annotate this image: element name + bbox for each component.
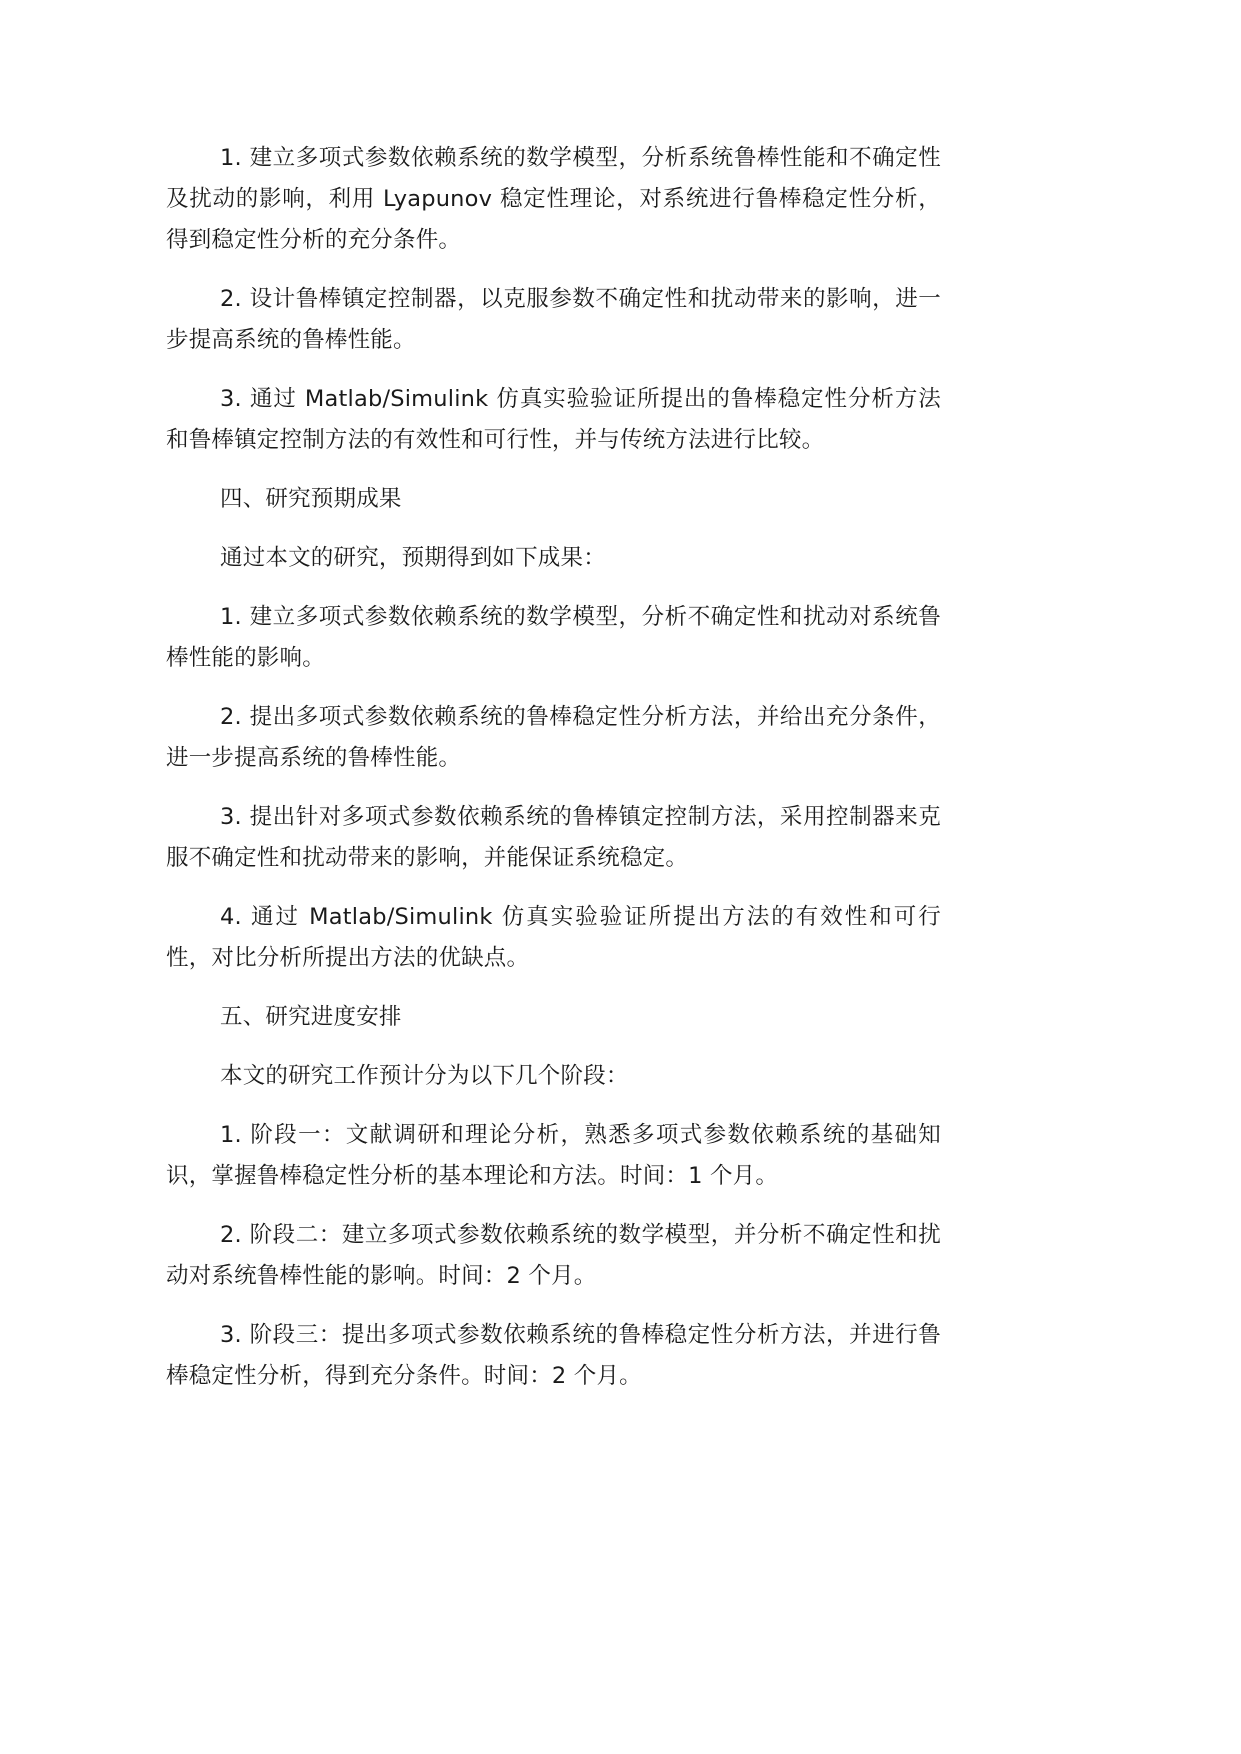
- expected-result-item-4: 4. 通过 Matlab/Simulink 仿真实验验证所提出方法的有效性和可行性，对比分析所提出方法的优缺点。: [166, 904, 941, 971]
- schedule-stage-3: 3. 阶段三：提出多项式参数依赖系统的鲁棒稳定性分析方法，并进行鲁棒稳定性分析，得到充分条件。时间：2 个月。: [166, 1322, 941, 1389]
- expected-result-item-3: 3. 提出针对多项式参数依赖系统的鲁棒镇定控制方法，采用控制器来克服不确定性和扰动带来的影响，并能保证系统稳定。: [166, 804, 941, 871]
- schedule-stage-1: 1. 阶段一：文献调研和理论分析，熟悉多项式参数依赖系统的基础知识，掌握鲁棒稳定性分析的基本理论和方法。时间：1 个月。: [166, 1122, 941, 1189]
- section-heading-schedule: 五、研究进度安排: [220, 1004, 402, 1030]
- schedule-stage-2: 2. 阶段二：建立多项式参数依赖系统的数学模型，并分析不确定性和扰动对系统鲁棒性能的影响。时间：2 个月。: [166, 1222, 941, 1289]
- expected-result-item-1: 1. 建立多项式参数依赖系统的数学模型，分析不确定性和扰动对系统鲁棒性能的影响。: [166, 604, 941, 671]
- research-content-item-2: 2. 设计鲁棒镇定控制器，以克服参数不确定性和扰动带来的影响，进一步提高系统的鲁棒性能。: [166, 286, 941, 353]
- expected-result-item-2: 2. 提出多项式参数依赖系统的鲁棒稳定性分析方法，并给出充分条件，进一步提高系统的鲁棒性能。: [166, 704, 941, 771]
- section-heading-expected-results: 四、研究预期成果: [220, 486, 402, 512]
- expected-results-intro: 通过本文的研究，预期得到如下成果：: [220, 545, 606, 571]
- research-content-item-1: 1. 建立多项式参数依赖系统的数学模型，分析系统鲁棒性能和不确定性及扰动的影响，利用 Lyapunov 稳定性理论，对系统进行鲁棒稳定性分析，得到稳定性分析的充分条件。: [166, 145, 941, 253]
- schedule-intro: 本文的研究工作预计分为以下几个阶段：: [220, 1063, 629, 1089]
- research-content-item-3: 3. 通过 Matlab/Simulink 仿真实验验证所提出的鲁棒稳定性分析方法和鲁棒镇定控制方法的有效性和可行性，并与传统方法进行比较。: [166, 386, 941, 453]
- document-body: [166, 138, 941, 1397]
